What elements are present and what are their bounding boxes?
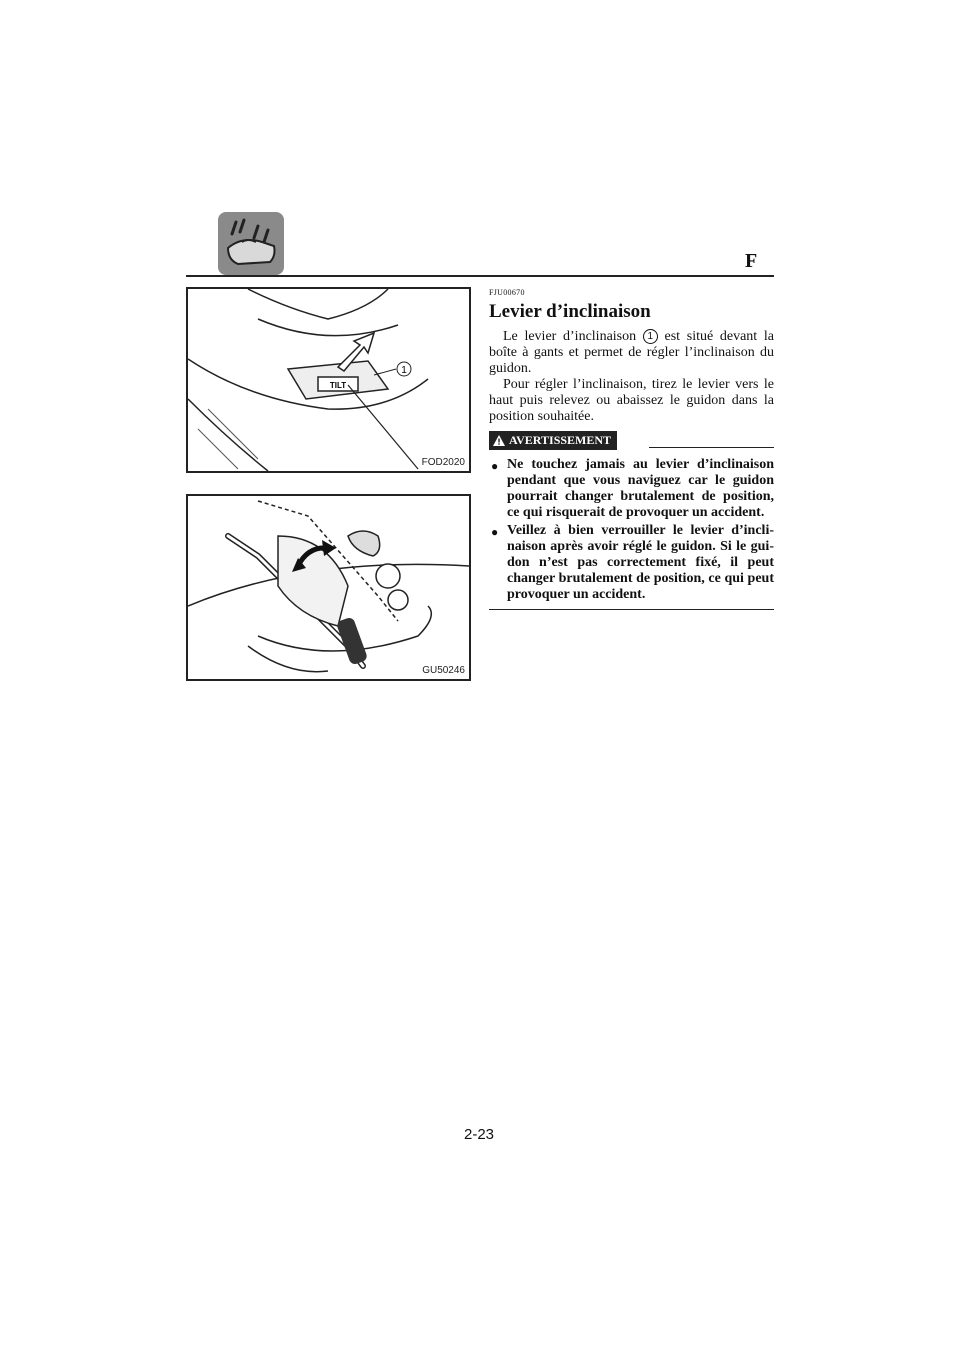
page-number: 2-23 [464, 1126, 495, 1143]
lever-label: TILT [329, 381, 347, 390]
language-indicator: F [745, 250, 758, 272]
figure-tilt-lever [186, 287, 471, 473]
text-column [489, 288, 774, 610]
figure-code: GU50246 [422, 665, 465, 676]
warning-badge [489, 431, 617, 450]
warning-end-rule [489, 609, 774, 610]
bullet-icon: ● [491, 525, 499, 539]
callout-number: 1 [643, 329, 658, 344]
section-code: FJU00670 [489, 288, 525, 297]
warning-list [489, 457, 774, 603]
tilt-lever-illustration [188, 289, 469, 471]
chapter-icon [218, 212, 284, 275]
figure-callout: 1 [401, 365, 407, 376]
warning-triangle-icon [493, 435, 505, 446]
bullet-icon: ● [491, 459, 499, 473]
warning-rule [649, 447, 774, 448]
warning-label: AVERTISSEMENT [509, 433, 612, 447]
paragraph-2: Pour régler l’inclinaison, tirez le levier vers le haut puis relevez ou abaissez le guidon dans la position souhaitée. [489, 377, 774, 424]
figure-handlebar [186, 494, 471, 681]
handlebar-illustration [188, 496, 469, 679]
paragraph-1: Le levier d’inclinaison 1 est situé devant la boîte à gants et permet de régler l’inclinaison du guidon. [489, 329, 774, 376]
section-title: Levier d’inclinaison [489, 301, 651, 322]
warning-header [489, 429, 774, 451]
figure-code: FOD2020 [421, 457, 465, 468]
header-rule [186, 275, 774, 277]
warning-item: ● Veillez à bien verrouiller le levier d’incli-naison après avoir réglé le guidon. Si le gui-don n’est pas correctement fixé, il peut changer brutalement de position, ce qui peut provoquer un accident. [491, 523, 774, 602]
warning-item: ● Ne touchez jamais au levier d’inclinaison pendant que vous naviguez car le guidon pourrait changer brutalement de position, ce qui risquerait de provoquer un accident. [491, 457, 774, 520]
